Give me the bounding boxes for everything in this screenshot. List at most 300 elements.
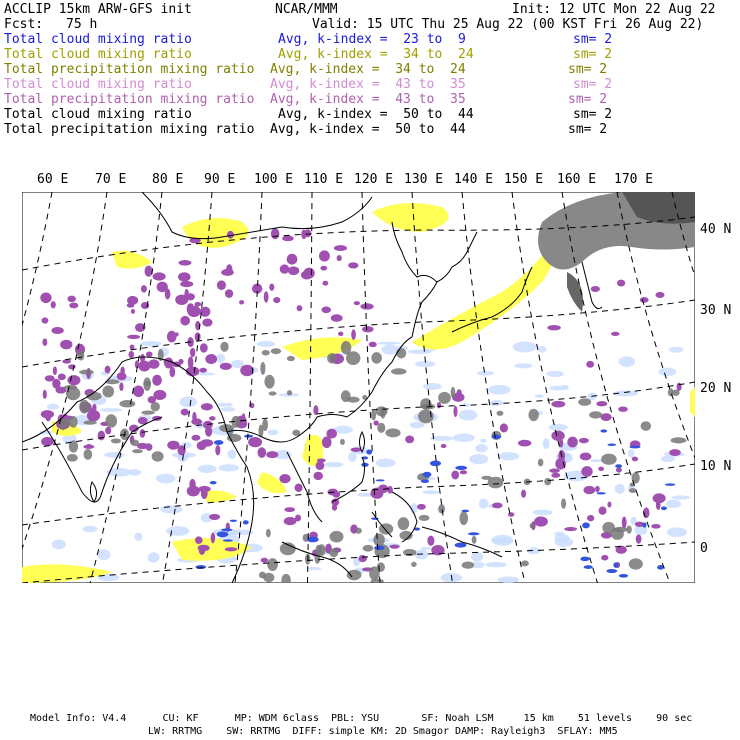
- legend-smoothing: sm= 2: [573, 47, 613, 62]
- cloud-patch: [179, 396, 197, 407]
- center-label: NCAR/MMM: [275, 2, 338, 17]
- legend-smoothing: sm= 2: [573, 77, 613, 92]
- latitude-label: 0: [700, 541, 708, 556]
- cloud-region-gray: [528, 409, 538, 421]
- cloud-patch: [104, 452, 125, 458]
- legend-field-name: Total cloud mixing ratio: [4, 77, 192, 92]
- cloud-region-purple: [195, 536, 203, 544]
- cloud-patch: [378, 342, 401, 345]
- cloud-patch: [538, 346, 547, 353]
- cloud-region-purple: [40, 292, 51, 303]
- cloud-region-gray: [287, 390, 292, 395]
- cloud-region-purple: [591, 286, 600, 292]
- cloud-region-purple: [632, 457, 638, 462]
- cloud-region-gray: [287, 356, 295, 361]
- legend-level-range: Avg, k-index = 34 to 24: [278, 47, 474, 62]
- cloud-region-purple: [220, 363, 232, 370]
- cloud-region-gray: [327, 353, 337, 364]
- cloud-region-gray: [578, 398, 591, 406]
- cloud-region-gray: [347, 397, 360, 403]
- cloud-region-purple: [153, 390, 166, 400]
- cloud-region-purple: [640, 297, 649, 303]
- cloud-region-purple: [264, 291, 269, 302]
- cloud-region-blue: [243, 520, 249, 524]
- cloud-patch: [619, 356, 635, 366]
- cloud-region-gray: [77, 351, 84, 361]
- forecast-label: Fcst:: [4, 17, 44, 32]
- cloud-region-blue: [376, 479, 385, 481]
- cloud-region-gray: [371, 352, 382, 364]
- cloud-region-purple: [180, 281, 193, 287]
- cloud-patch: [129, 469, 141, 476]
- forecast-hour: 75 h: [66, 17, 98, 32]
- cloud-region-purple: [332, 504, 337, 510]
- cloud-patch: [420, 547, 432, 550]
- cloud-region-purple: [209, 416, 215, 420]
- cloud-region-gray: [589, 411, 602, 418]
- cloud-region-gray: [69, 416, 78, 428]
- precip-region-yellow: [690, 387, 695, 417]
- cloud-region-purple: [153, 272, 166, 280]
- cloud-region-purple: [146, 351, 153, 357]
- cloud-region-purple: [67, 375, 80, 385]
- cloud-region-blue: [661, 506, 667, 510]
- cloud-region-purple: [618, 407, 628, 412]
- cloud-region-purple: [90, 408, 96, 415]
- cloud-patch: [628, 449, 635, 457]
- cloud-region-gray: [151, 402, 160, 411]
- cloud-region-blue: [461, 510, 469, 513]
- cloud-region-blue: [580, 557, 589, 561]
- cloud-region-purple: [178, 359, 183, 364]
- cloud-region-purple: [583, 486, 595, 494]
- cloud-region-purple: [677, 383, 682, 391]
- cloud-region-gray: [363, 545, 374, 552]
- cloud-patch: [488, 385, 511, 395]
- cloud-patch: [658, 368, 676, 377]
- cloud-region-purple: [127, 296, 138, 305]
- cloud-region-purple: [534, 516, 548, 526]
- cloud-patch: [422, 490, 439, 494]
- cloud-region-purple: [492, 502, 503, 508]
- cloud-region-gray: [611, 528, 624, 540]
- cloud-region-gray: [84, 449, 93, 460]
- cloud-patch: [492, 535, 514, 546]
- cloud-region-gray: [530, 523, 534, 529]
- latitude-label: 20 N: [700, 381, 732, 396]
- longitude-label: 160 E: [557, 172, 597, 187]
- cloud-region-purple: [331, 314, 343, 322]
- cloud-region-purple: [617, 280, 625, 287]
- cloud-region-blue: [361, 463, 368, 467]
- cloud-region-blue: [217, 531, 229, 537]
- cloud-region-blue: [491, 435, 501, 440]
- cloud-region-purple: [53, 366, 57, 375]
- cloud-region-gray: [141, 411, 155, 415]
- cloud-region-purple: [586, 361, 594, 368]
- cloud-patch: [546, 371, 563, 377]
- cloud-patch: [555, 537, 574, 547]
- cloud-patch: [459, 410, 478, 421]
- cloud-region-purple: [187, 306, 200, 317]
- cloud-region-purple: [551, 401, 565, 408]
- cloud-region-purple: [319, 250, 330, 261]
- cloud-region-blue: [374, 546, 384, 550]
- cloud-region-purple: [656, 500, 661, 510]
- cloud-patch: [47, 404, 59, 410]
- latitude-label: 40 N: [700, 222, 732, 237]
- valid-time: Valid: 15 UTC Thu 25 Aug 22 (00 KST Fri 26 Aug 22): [312, 17, 704, 32]
- cloud-region-gray: [260, 362, 265, 375]
- legend-field-name: Total cloud mixing ratio: [4, 47, 192, 62]
- cloud-region-gray: [60, 424, 66, 430]
- cloud-region-purple: [280, 264, 290, 273]
- cloud-region-blue: [430, 461, 441, 467]
- cloud-patch: [166, 526, 189, 536]
- cloud-region-blue: [613, 562, 618, 567]
- cloud-patch: [590, 459, 603, 462]
- cloud-region-gray: [496, 411, 503, 416]
- cloud-region-blue: [230, 520, 237, 522]
- cloud-region-blue: [629, 446, 640, 449]
- cloud-patch: [134, 533, 142, 541]
- cloud-patch: [615, 484, 625, 494]
- cloud-region-purple: [279, 474, 290, 483]
- cloud-region-purple: [564, 527, 577, 531]
- cloud-region-gray: [102, 386, 114, 398]
- cloud-region-purple: [441, 444, 447, 448]
- cloud-region-purple: [225, 289, 233, 298]
- cloud-patch: [562, 385, 569, 390]
- cloud-region-purple: [405, 436, 414, 444]
- cloud-region-purple: [42, 338, 47, 346]
- cloud-region-purple: [611, 332, 620, 336]
- cloud-region-purple: [551, 431, 564, 441]
- cloud-region-gray: [398, 517, 410, 530]
- cloud-region-purple: [287, 254, 298, 265]
- cloud-region-blue: [600, 429, 607, 432]
- longitude-label: 110 E: [304, 172, 344, 187]
- cloud-region-gray: [131, 440, 139, 447]
- cloud-region-purple: [221, 269, 234, 276]
- longitude-label: 140 E: [454, 172, 494, 187]
- cloud-region-gray: [438, 392, 451, 404]
- cloud-region-purple: [284, 507, 295, 512]
- cloud-region-gray: [346, 351, 360, 365]
- cloud-region-purple: [269, 283, 274, 290]
- cloud-region-gray: [671, 437, 687, 443]
- cloud-region-blue: [582, 522, 590, 528]
- cloud-region-gray: [105, 414, 117, 427]
- cloud-region-purple: [456, 389, 461, 398]
- cloud-region-gray: [629, 558, 643, 569]
- cloud-patch: [543, 438, 550, 449]
- longitude-label: 120 E: [354, 172, 394, 187]
- cloud-region-purple: [508, 512, 514, 517]
- cloud-region-purple: [157, 282, 168, 293]
- plot-title: ACCLIP 15km ARW-GFS init: [4, 2, 192, 17]
- cloud-patch: [479, 499, 488, 509]
- cloud-region-purple: [181, 409, 189, 416]
- cloud-patch: [148, 552, 160, 563]
- cloud-region-purple: [295, 483, 303, 492]
- cloud-region-purple: [607, 502, 611, 508]
- cloud-region-purple: [131, 309, 135, 314]
- cloud-region-purple: [215, 445, 220, 455]
- cloud-patch: [514, 363, 532, 368]
- cloud-region-gray: [271, 348, 282, 354]
- cloud-region-purple: [167, 441, 179, 450]
- cloud-region-blue: [421, 480, 429, 483]
- cloud-region-purple: [316, 461, 325, 470]
- cloud-region-purple: [351, 329, 356, 340]
- cloud-region-gray: [266, 529, 271, 538]
- cloud-region-blue: [423, 472, 432, 478]
- cloud-region-purple: [119, 382, 123, 391]
- cloud-patch: [257, 341, 275, 347]
- cloud-patch: [469, 454, 488, 464]
- cloud-region-purple: [362, 326, 374, 332]
- cloud-region-purple: [248, 437, 262, 447]
- cloud-region-gray: [626, 526, 631, 534]
- cloud-region-gray: [220, 342, 228, 352]
- cloud-region-blue: [214, 440, 224, 445]
- cloud-patch: [219, 464, 240, 471]
- legend-smoothing: sm= 2: [568, 92, 608, 107]
- cloud-region-purple: [201, 403, 213, 410]
- latitude-label: 30 N: [700, 303, 732, 318]
- cloud-region-purple: [321, 307, 331, 314]
- cloud-region-purple: [141, 285, 147, 293]
- cloud-region-blue: [307, 537, 319, 543]
- cloud-region-gray: [111, 438, 121, 443]
- cloud-region-purple: [60, 340, 72, 350]
- cloud-region-purple: [595, 486, 600, 492]
- cloud-region-gray: [377, 423, 385, 433]
- cloud-region-purple: [580, 453, 592, 461]
- cloud-region-purple: [140, 429, 146, 438]
- cloud-region-blue: [584, 565, 593, 569]
- cloud-region-purple: [437, 402, 441, 408]
- cloud-region-blue: [597, 492, 606, 494]
- cloud-region-purple: [358, 555, 366, 562]
- cloud-region-purple: [521, 490, 526, 498]
- cloud-region-purple: [198, 486, 211, 492]
- cloud-region-purple: [167, 331, 177, 343]
- legend-smoothing: sm= 2: [568, 62, 608, 77]
- legend-field-name: Total cloud mixing ratio: [4, 107, 192, 122]
- cloud-region-gray: [561, 498, 566, 508]
- cloud-region-gray: [375, 406, 387, 416]
- cloud-patch: [307, 567, 322, 570]
- cloud-patch: [535, 394, 544, 398]
- cloud-patch: [669, 347, 683, 353]
- cloud-region-gray: [262, 419, 268, 431]
- cloud-patch: [485, 562, 506, 568]
- cloud-region-purple: [217, 280, 226, 290]
- cloud-region-purple: [138, 361, 150, 372]
- cloud-region-gray: [259, 572, 266, 579]
- cloud-region-purple: [636, 534, 642, 543]
- cloud-region-blue: [468, 532, 479, 535]
- cloud-region-purple: [389, 545, 399, 549]
- cloud-patch: [513, 341, 537, 352]
- cloud-region-purple: [145, 443, 151, 448]
- cloud-region-purple: [43, 390, 47, 399]
- cloud-region-gray: [262, 350, 270, 356]
- cloud-region-purple: [288, 266, 299, 275]
- cloud-region-purple: [194, 302, 201, 306]
- cloud-region-purple: [320, 266, 327, 271]
- cloud-region-purple: [191, 435, 200, 441]
- cloud-patch: [82, 526, 97, 533]
- cloud-patch: [490, 400, 504, 406]
- cloud-region-gray: [67, 454, 78, 462]
- cloud-region-blue: [665, 483, 675, 485]
- cloud-region-gray: [152, 451, 164, 461]
- cloud-region-purple: [579, 438, 589, 443]
- cloud-region-purple: [178, 260, 191, 266]
- cloud-region-purple: [127, 335, 140, 339]
- longitude-label: 90 E: [204, 172, 236, 187]
- cloud-region-purple: [200, 343, 208, 352]
- cloud-patch: [671, 496, 690, 500]
- cloud-region-purple: [460, 470, 467, 474]
- cloud-region-purple: [500, 423, 508, 432]
- cloud-region-purple: [188, 357, 194, 369]
- cloud-region-purple: [225, 547, 238, 551]
- cloud-patch: [141, 341, 162, 346]
- cloud-region-gray: [385, 428, 400, 437]
- cloud-region-purple: [261, 558, 269, 563]
- cloud-region-purple: [140, 354, 145, 363]
- cloud-patch: [480, 439, 486, 443]
- cloud-patch: [667, 527, 687, 537]
- legend-level-range: Avg, k-index = 34 to 24: [270, 62, 466, 77]
- cloud-region-purple: [651, 524, 660, 529]
- legend-level-range: Avg, k-index = 50 to 44: [270, 122, 466, 137]
- cloud-region-gray: [472, 536, 477, 544]
- cloud-region-purple: [128, 351, 134, 358]
- cloud-region-purple: [180, 316, 190, 326]
- cloud-region-gray: [83, 420, 96, 424]
- cloud-region-purple: [360, 303, 373, 309]
- legend-level-range: Avg, k-index = 43 to 35: [270, 77, 466, 92]
- model-info-line1: Model Info: V4.4 CU: KF MP: WDM 6class PBL: YSU SF: Noah LSM 15 km 51 levels 90 sec: [30, 713, 693, 724]
- cloud-region-purple: [547, 325, 560, 330]
- cloud-region-purple: [239, 300, 244, 304]
- cloud-region-purple: [453, 406, 457, 417]
- cloud-region-gray: [373, 533, 384, 546]
- cloud-patch: [52, 539, 66, 549]
- cloud-region-gray: [601, 454, 617, 465]
- weather-map: [22, 192, 695, 583]
- cloud-region-purple: [313, 472, 323, 480]
- cloud-region-gray: [521, 560, 529, 566]
- cloud-region-purple: [200, 439, 213, 446]
- cloud-region-purple: [655, 292, 664, 298]
- cloud-region-purple: [518, 440, 531, 447]
- cloud-region-gray: [538, 459, 544, 467]
- cloud-region-purple: [178, 272, 191, 281]
- cloud-region-gray: [119, 400, 135, 407]
- cloud-region-purple: [369, 342, 377, 348]
- cloud-region-purple: [587, 515, 594, 521]
- cloud-region-purple: [45, 375, 55, 381]
- cloud-region-purple: [323, 281, 329, 286]
- legend-field-name: Total precipitation mixing ratio: [4, 92, 255, 107]
- cloud-region-purple: [354, 301, 360, 305]
- cloud-patch: [471, 552, 483, 561]
- cloud-patch: [221, 407, 235, 412]
- cloud-region-gray: [672, 390, 680, 396]
- cloud-region-gray: [329, 548, 338, 557]
- cloud-region-gray: [355, 528, 362, 534]
- cloud-region-purple: [240, 365, 254, 376]
- cloud-region-purple: [105, 366, 111, 374]
- cloud-region-purple: [373, 421, 378, 426]
- cloud-region-gray: [340, 439, 345, 445]
- legend-field-name: Total precipitation mixing ratio: [4, 62, 255, 77]
- cloud-patch: [160, 505, 182, 513]
- longitude-label: 100 E: [254, 172, 294, 187]
- cloud-region-blue: [223, 539, 233, 541]
- legend-level-range: Avg, k-index = 43 to 35: [270, 92, 466, 107]
- cloud-region-purple: [211, 533, 215, 544]
- cloud-patch: [548, 424, 567, 431]
- cloud-region-purple: [98, 431, 106, 441]
- cloud-region-purple: [427, 536, 434, 546]
- cloud-region-blue: [366, 450, 372, 455]
- cloud-region-gray: [377, 562, 385, 571]
- cloud-region-gray: [419, 515, 430, 521]
- cloud-patch: [498, 452, 519, 460]
- cloud-region-purple: [616, 467, 622, 472]
- cloud-region-purple: [186, 366, 200, 376]
- cloud-region-purple: [451, 470, 459, 479]
- cloud-region-purple: [600, 413, 611, 421]
- cloud-region-purple: [348, 262, 358, 268]
- cloud-patch: [477, 371, 494, 376]
- cloud-region-purple: [152, 375, 162, 386]
- cloud-region-purple: [417, 504, 426, 510]
- cloud-region-purple: [205, 426, 212, 436]
- cloud-patch: [475, 444, 487, 452]
- cloud-region-purple: [205, 354, 217, 364]
- cloud-region-blue: [221, 528, 233, 531]
- cloud-region-purple: [190, 348, 195, 357]
- legend-smoothing: sm= 2: [573, 107, 613, 122]
- longitude-label: 130 E: [404, 172, 444, 187]
- cloud-patch: [106, 468, 131, 477]
- cloud-region-purple: [338, 332, 343, 336]
- cloud-region-purple: [200, 307, 211, 317]
- cloud-patch: [453, 434, 475, 442]
- cloud-region-gray: [79, 400, 89, 414]
- cloud-region-gray: [330, 531, 344, 543]
- cloud-patch: [498, 576, 520, 583]
- cloud-region-gray: [269, 391, 277, 395]
- cloud-region-purple: [42, 317, 49, 323]
- cloud-patch: [376, 459, 396, 468]
- cloud-region-blue: [244, 435, 253, 438]
- cloud-region-purple: [599, 506, 607, 514]
- longitude-label: 70 E: [95, 172, 127, 187]
- cloud-region-purple: [192, 412, 196, 422]
- cloud-region-blue: [606, 569, 617, 573]
- cloud-region-gray: [459, 511, 468, 525]
- cloud-region-gray: [438, 504, 445, 513]
